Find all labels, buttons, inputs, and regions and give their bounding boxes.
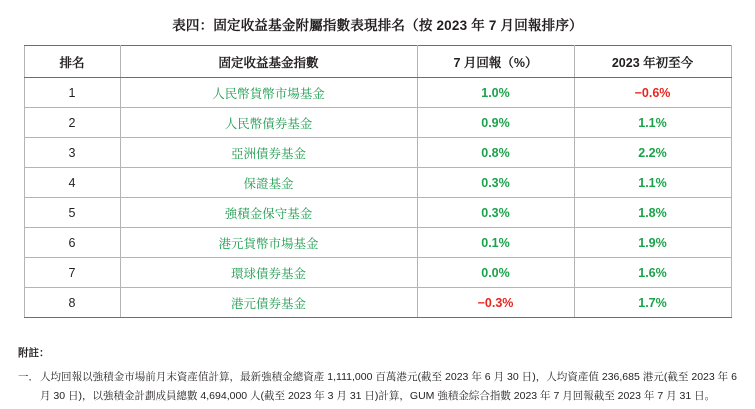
column-header-rank: 排名	[24, 46, 120, 78]
table-row	[24, 288, 731, 318]
cell-index-name: 港元債券基金	[120, 288, 417, 318]
cell-monthly-return: 0.1%	[417, 228, 574, 258]
cell-rank: 3	[24, 138, 120, 168]
notes-section	[18, 344, 737, 405]
column-header-index-name: 固定收益基金指數	[120, 46, 417, 78]
cell-index-name: 亞洲債券基金	[120, 138, 417, 168]
cell-monthly-return: 0.3%	[417, 168, 574, 198]
cell-ytd-return: 2.2%	[574, 138, 731, 168]
table-row	[24, 168, 731, 198]
cell-monthly-return: −0.3%	[417, 288, 574, 318]
cell-ytd-return: 1.6%	[574, 258, 731, 288]
cell-index-name: 人民幣債券基金	[120, 108, 417, 138]
table-body	[24, 78, 731, 318]
cell-index-name: 人民幣貨幣市場基金	[120, 78, 417, 108]
cell-rank: 1	[24, 78, 120, 108]
cell-ytd-return: 1.1%	[574, 168, 731, 198]
cell-ytd-return: 1.8%	[574, 198, 731, 228]
cell-monthly-return: 0.8%	[417, 138, 574, 168]
note-text: 人均回報以強積金市場前月末資產值計算，最新強積金總資產 1,111,000 百萬港元(截至 2023 年 6 月 30 日)，人均資產值 236,685 港元(截至 2023 年 6 月 30 日)，以強積金計劃成員總數 4,694,000 人(截至 2023 年 3 月 31 日)計算，GUM 強積金綜合指數 2023 年 7 月回報截至 2023 年 7 月 31 日。	[40, 371, 737, 402]
cell-rank: 8	[24, 288, 120, 318]
cell-ytd-return: −0.6%	[574, 78, 731, 108]
table-row	[24, 138, 731, 168]
column-header-monthly-return: 7 月回報（%）	[417, 46, 574, 78]
notes-heading: 附註：	[18, 347, 50, 359]
table-row	[24, 258, 731, 288]
cell-index-name: 環球債券基金	[120, 258, 417, 288]
page-title: 表四：固定收益基金附屬指數表現排名（按 2023 年 7 月回報排序）	[172, 18, 583, 33]
cell-index-name: 保證基金	[120, 168, 417, 198]
cell-index-name: 強積金保守基金	[120, 198, 417, 228]
cell-monthly-return: 0.3%	[417, 198, 574, 228]
cell-rank: 5	[24, 198, 120, 228]
cell-rank: 7	[24, 258, 120, 288]
table-row	[24, 228, 731, 258]
note-marker: 一．	[18, 371, 39, 384]
note-item	[18, 368, 737, 405]
table-header	[24, 46, 731, 78]
cell-rank: 4	[24, 168, 120, 198]
table-row	[24, 108, 731, 138]
cell-ytd-return: 1.1%	[574, 108, 731, 138]
cell-rank: 2	[24, 108, 120, 138]
cell-monthly-return: 0.0%	[417, 258, 574, 288]
column-header-ytd-return: 2023 年初至今	[574, 46, 731, 78]
cell-ytd-return: 1.7%	[574, 288, 731, 318]
table-row	[24, 198, 731, 228]
cell-monthly-return: 1.0%	[417, 78, 574, 108]
table-row	[24, 78, 731, 108]
cell-monthly-return: 0.9%	[417, 108, 574, 138]
cell-index-name: 港元貨幣市場基金	[120, 228, 417, 258]
fund-performance-table	[24, 45, 732, 318]
cell-rank: 6	[24, 228, 120, 258]
table-header-row	[24, 46, 731, 78]
cell-ytd-return: 1.9%	[574, 228, 731, 258]
